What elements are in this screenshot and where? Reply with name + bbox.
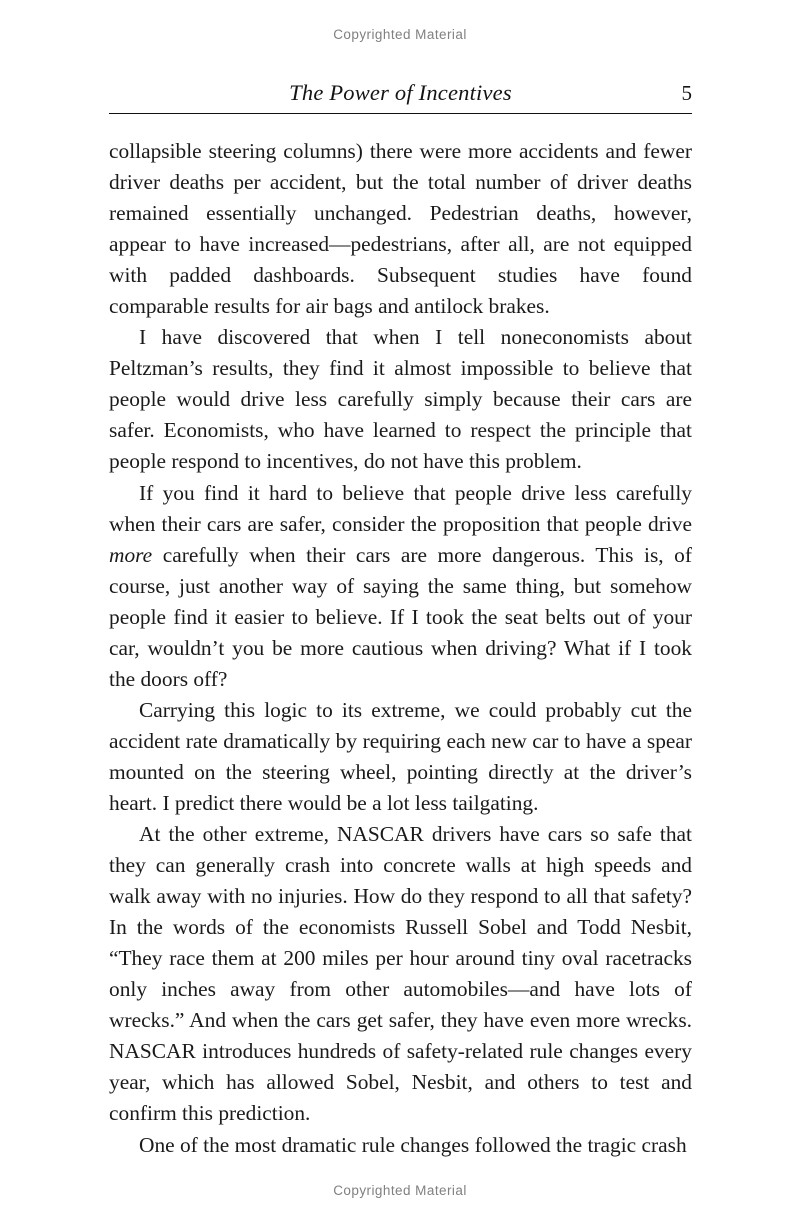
page-number: 5: [681, 81, 692, 105]
paragraph: Carrying this logic to its extreme, we could probably cut the accident rate dramatically by requiring each new car to have a spear mounted on the steering wheel, pointing directly at the driver’s heart. I predict there would be a lot less tailgating.: [109, 697, 692, 815]
paragraph-text-segment: If you find it hard to believe that people drive less carefully when their cars are safer, consider the proposition that people drive: [109, 480, 692, 536]
running-head-title: The Power of Incentives: [289, 80, 512, 105]
emphasis-word: more: [109, 542, 153, 567]
paragraph: collapsible steering columns) there were more accidents and fewer driver deaths per accident, but the total number of driver deaths remained essentially unchanged. Pedestrian deaths, however, appear to have increased—pedestrians, after all, are not equipped with padded dashboards. Subsequent studies have found comparable results for air bags and antilock brakes.: [109, 139, 692, 319]
running-head: [109, 80, 692, 110]
paragraph: I have discovered that when I tell noneconomists about Peltzman’s results, they find it almost impossible to believe that people would drive less carefully simply because their cars are safer. Economists, who have learned to respect the principle that people respond to incentives, do not have this problem.: [109, 325, 692, 474]
paragraph: At the other extreme, NASCAR drivers have cars so safe that they can generally crash into concrete walls at high speeds and walk away with no injuries. How do they respond to all that safety? In the words of the economists Russell Sobel and Todd Nesbit, “They race them at 200 miles per hour around tiny oval racetracks only inches away from other automobiles—and have lots of wrecks.” And when the cars get safer, they have even more wrecks. NASCAR introduces hundreds of safety-related rule changes every year, which has allowed Sobel, Nesbit, and others to test and confirm this prediction.: [109, 822, 692, 1126]
paragraph: One of the most dramatic rule changes followed the tragic crash: [139, 1132, 687, 1157]
paragraph-text-segment: carefully when their cars are more dangerous. This is, of course, just another way of saying the same thing, but somehow people find it easier to believe. If I took the seat belts out of your car, wouldn’t you be more cautious when driving? What if I took the doors off?: [109, 542, 692, 691]
copyright-watermark-bottom: Copyrighted Material: [333, 1183, 467, 1198]
header-rule: [109, 113, 692, 114]
paragraph: [109, 478, 692, 695]
copyright-watermark-top: Copyrighted Material: [333, 27, 467, 42]
body-text-block: [109, 136, 692, 1161]
